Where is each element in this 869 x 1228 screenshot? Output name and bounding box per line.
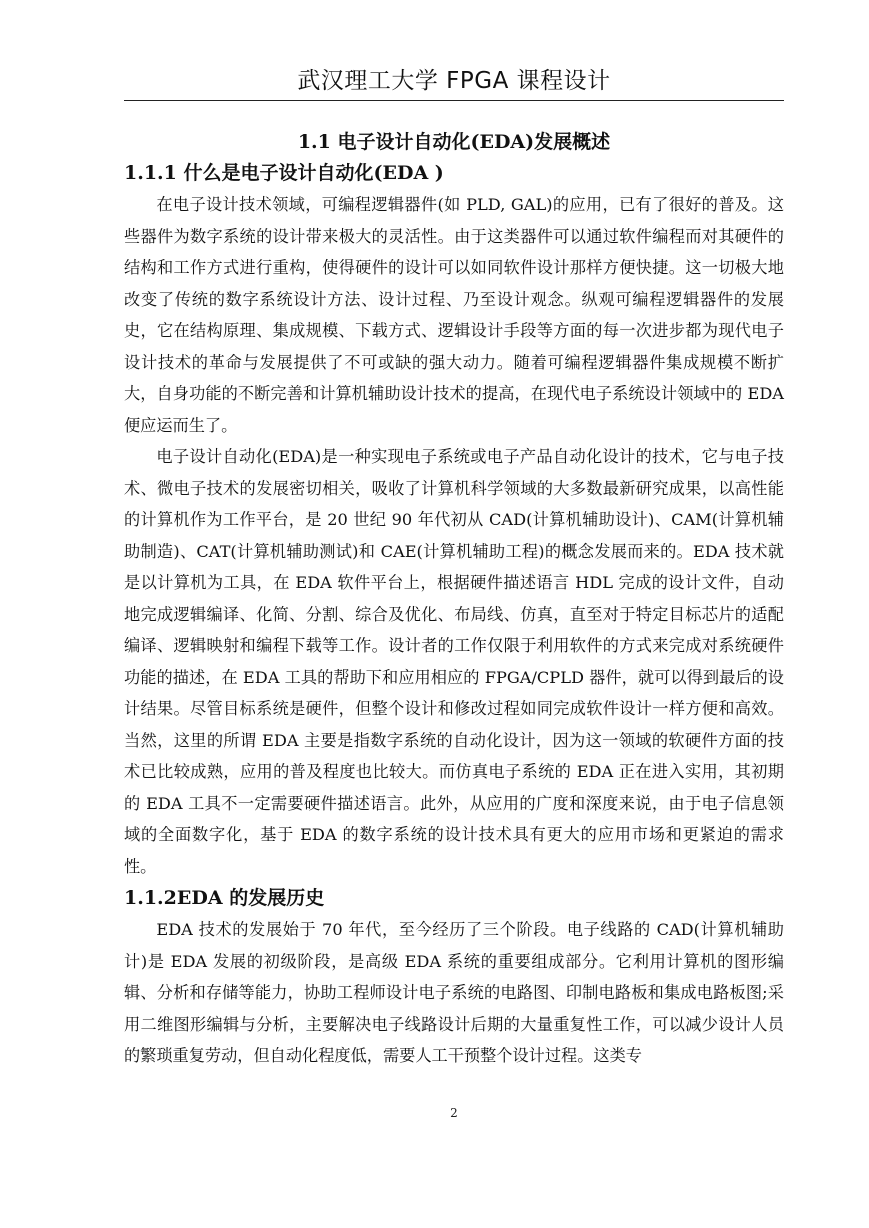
paragraph: 在电子设计技术领域，可编程逻辑器件(如 PLD, GAL)的应用，已有了很好的普及。这些器件为数字系统的设计带来极大的灵活性。由于这类器件可以通过软件编程而对其硬件的结构和工作方式进行重构，使得硬件的设计可以如同软件设计那样方便快捷。这一切极大地改变了传统的数字系统设计方法、设计过程、乃至设计观念。纵观可编程逻辑器件的发展史，它在结构原理、集成规模、下载方式、逻辑设计手段等方面的每一次进步都为现代电子设计技术的革命与发展提供了不可或缺的强大动力。随着可编程逻辑器件集成规模不断扩大，自身功能的不断完善和计算机辅助设计技术的提高，在现代电子系统设计领域中的 EDA 便应运而生了。 — [124, 195, 784, 435]
paragraph: EDA 技术的发展始于 70 年代，至今经历了三个阶段。电子线路的 CAD(计算机辅助计)是 EDA 发展的初级阶段，是高级 EDA 系统的重要组成部分。它利用计算机的图形编辑、分析和存储等能力，协助工程师设计电子系统的电路图、印制电路板和集成电路板图;采用二维图形编辑与分析，主要解决电子线路设计后期的大量重复性工作，可以减少设计人员的繁琐重复劳动，但自动化程度低，需要人工干预整个设计过程。这类专 — [124, 920, 784, 1065]
subsection-title-what-is-eda: 1.1.1 什么是电子设计自动化(EDA ) — [124, 162, 444, 184]
page-header-title: 武汉理工大学 FPGA 课程设计 — [297, 68, 611, 94]
paragraph: 电子设计自动化(EDA)是一种实现电子系统或电子产品自动化设计的技术，它与电子技术、微电子技术的发展密切相关，吸收了计算机科学领域的大多数最新研究成果，以高性能的计算机作为工作平台，是 20 世纪 90 年代初从 CAD(计算机辅助设计)、CAM(计算机辅助制造)、CAT(计算机辅助测试)和 CAE(计算机辅助工程)的概念发展而来的。EDA 技术就是以计算机为工具，在 EDA 软件平台上，根据硬件描述语言 HDL 完成的设计文件，自动地完成逻辑编译、化简、分割、综合及优化、布局线、仿真，直至对于特定目标芯片的适配编译、逻辑映射和编程下载等工作。设计者的工作仅限于利用软件的方式来完成对系统硬件功能的描述，在 EDA 工具的帮助下和应用相应的 FPGA/CPLD 器件，就可以得到最后的设计结果。尽管目标系统是硬件，但整个设计和修改过程如同完成软件设计一样方便和高效。当然，这里的所谓 EDA 主要是指数字系统的自动化设计，因为这一领域的软硬件方面的技术已比较成熟，应用的普及程度也比较大。而仿真电子系统的 EDA 正在进入实用，其初期的 EDA 工具不一定需要硬件描述语言。此外，从应用的广度和深度来说，由于电子信息领域的全面数字化，基于 EDA 的数字系统的设计技术具有更大的应用市场和更紧迫的需求性。 — [124, 447, 784, 876]
section-title: 1.1 电子设计自动化(EDA)发展概述 — [297, 131, 611, 153]
document-body — [124, 127, 784, 1072]
header-divider — [124, 100, 784, 101]
subsection-title-eda-history: 1.1.2EDA 的发展历史 — [124, 887, 325, 909]
page-number: 2 — [450, 1106, 458, 1120]
